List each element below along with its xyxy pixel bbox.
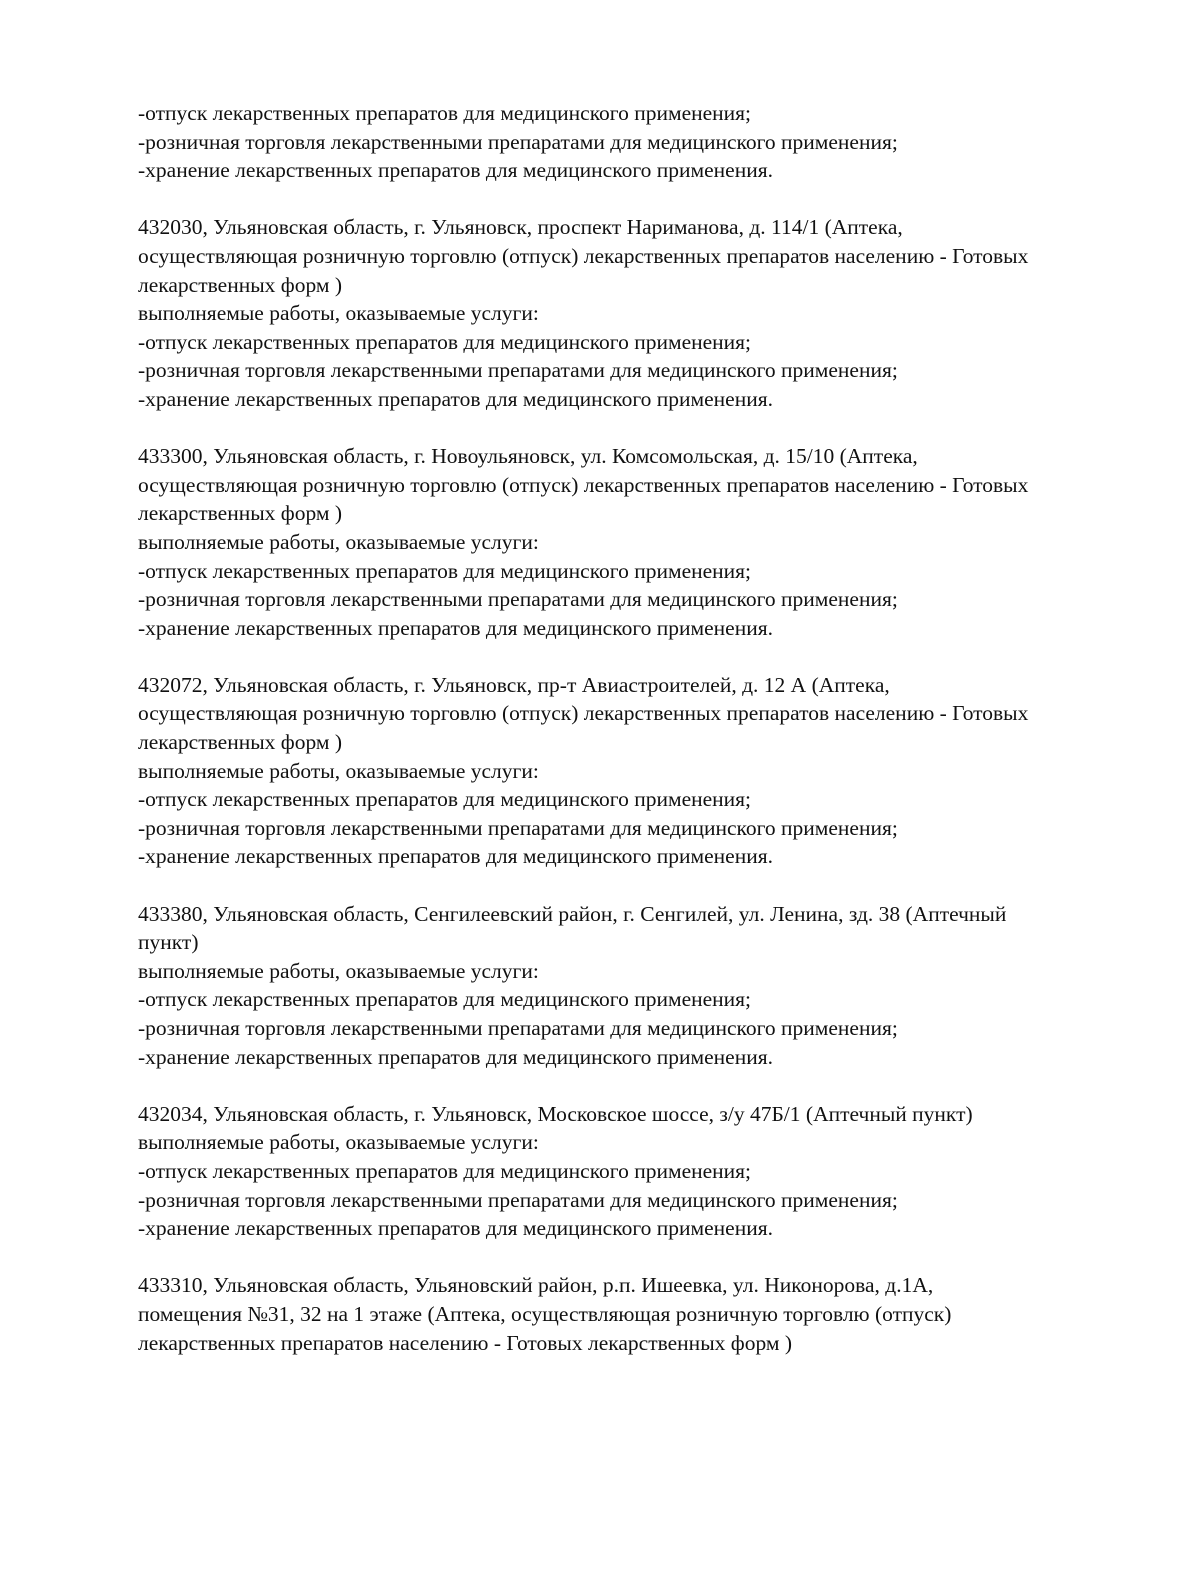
pharmacy-entry: [138, 213, 1128, 413]
address-line: 433310, Ульяновская область, Ульяновский район, р.п. Ишеевка, ул. Никонорова, д.1А,: [138, 1273, 934, 1298]
address-line: лекарственных форм ): [138, 272, 343, 297]
service-line: -хранение лекарственных препаратов для медицинского применения.: [138, 1044, 773, 1069]
pharmacy-entry: [138, 442, 1128, 642]
address-line: 432034, Ульяновская область, г. Ульяновск, Московское шоссе, з/у 47Б/1 (Аптечный пункт): [138, 1101, 973, 1126]
pharmacy-entry: [138, 671, 1128, 871]
address-line: лекарственных препаратов населению - Готовых лекарственных форм ): [138, 1330, 793, 1355]
service-line: -розничная торговля лекарственными препаратами для медицинского применения;: [138, 815, 898, 840]
service-line: -розничная торговля лекарственными препаратами для медицинского применения;: [138, 1187, 898, 1212]
address-line: пункт): [138, 930, 199, 955]
service-line: -отпуск лекарственных препаратов для медицинского применения;: [138, 329, 752, 354]
service-line: -хранение лекарственных препаратов для медицинского применения.: [138, 615, 773, 640]
service-line: -отпуск лекарственных препаратов для медицинского применения;: [138, 787, 752, 812]
address-line: 433300, Ульяновская область, г. Новоульяновск, ул. Комсомольская, д. 15/10 (Аптека,: [138, 444, 918, 469]
service-line: -отпуск лекарственных препаратов для медицинского применения;: [138, 558, 752, 583]
service-line: -хранение лекарственных препаратов для медицинского применения.: [138, 386, 773, 411]
service-line: -отпуск лекарственных препаратов для медицинского применения;: [138, 1158, 752, 1183]
address-line: лекарственных форм ): [138, 501, 343, 526]
address-line: лекарственных форм ): [138, 730, 343, 755]
service-line: -отпуск лекарственных препаратов для медицинского применения;: [138, 987, 752, 1012]
service-line: -розничная торговля лекарственными препаратами для медицинского применения;: [138, 587, 898, 612]
service-line: -хранение лекарственных препаратов для медицинского применения.: [138, 844, 773, 869]
services-heading: выполняемые работы, оказываемые услуги:: [138, 529, 539, 554]
service-line: -розничная торговля лекарственными препаратами для медицинского применения;: [138, 1016, 898, 1040]
service-line: -отпуск лекарственных препаратов для медицинского применения;: [138, 101, 752, 125]
address-line: помещения №31, 32 на 1 этаже (Аптека, осуществляющая розничную торговлю (отпуск): [138, 1301, 952, 1326]
address-line: осуществляющая розничную торговлю (отпуск) лекарственных препаратов населению - Готовых: [138, 701, 1029, 726]
address-line: осуществляющая розничную торговлю (отпуск) лекарственных препаратов населению - Готовых: [138, 472, 1029, 497]
service-line: -розничная торговля лекарственными препаратами для медицинского применения;: [138, 358, 898, 383]
address-line: 433380, Ульяновская область, Сенгилеевский район, г. Сенгилей, ул. Ленина, зд. 38 (Аптечный: [138, 901, 1007, 926]
services-heading: выполняемые работы, оказываемые услуги:: [138, 758, 539, 783]
services-heading: выполняемые работы, оказываемые услуги:: [138, 301, 539, 326]
address-line: 432030, Ульяновская область, г. Ульяновск, проспект Нариманова, д. 114/1 (Аптека,: [138, 215, 903, 240]
address-line: осуществляющая розничную торговлю (отпуск) лекарственных препаратов населению - Готовых: [138, 243, 1029, 268]
service-line: -хранение лекарственных препаратов для медицинского применения.: [138, 158, 773, 183]
pharmacy-entry: [138, 1100, 1128, 1243]
service-line: -розничная торговля лекарственными препаратами для медицинского применения;: [138, 129, 898, 154]
services-heading: выполняемые работы, оказываемые услуги:: [138, 1130, 539, 1155]
address-line: 432072, Ульяновская область, г. Ульяновск, пр-т Авиастроителей, д. 12 А (Аптека,: [138, 672, 890, 697]
intro-services: [138, 99, 1128, 185]
document-page: [138, 99, 1128, 1357]
services-heading: выполняемые работы, оказываемые услуги:: [138, 958, 539, 983]
pharmacy-entry: [138, 1271, 1128, 1357]
pharmacy-entry: [138, 900, 1128, 1072]
service-line: -хранение лекарственных препаратов для медицинского применения.: [138, 1216, 773, 1241]
